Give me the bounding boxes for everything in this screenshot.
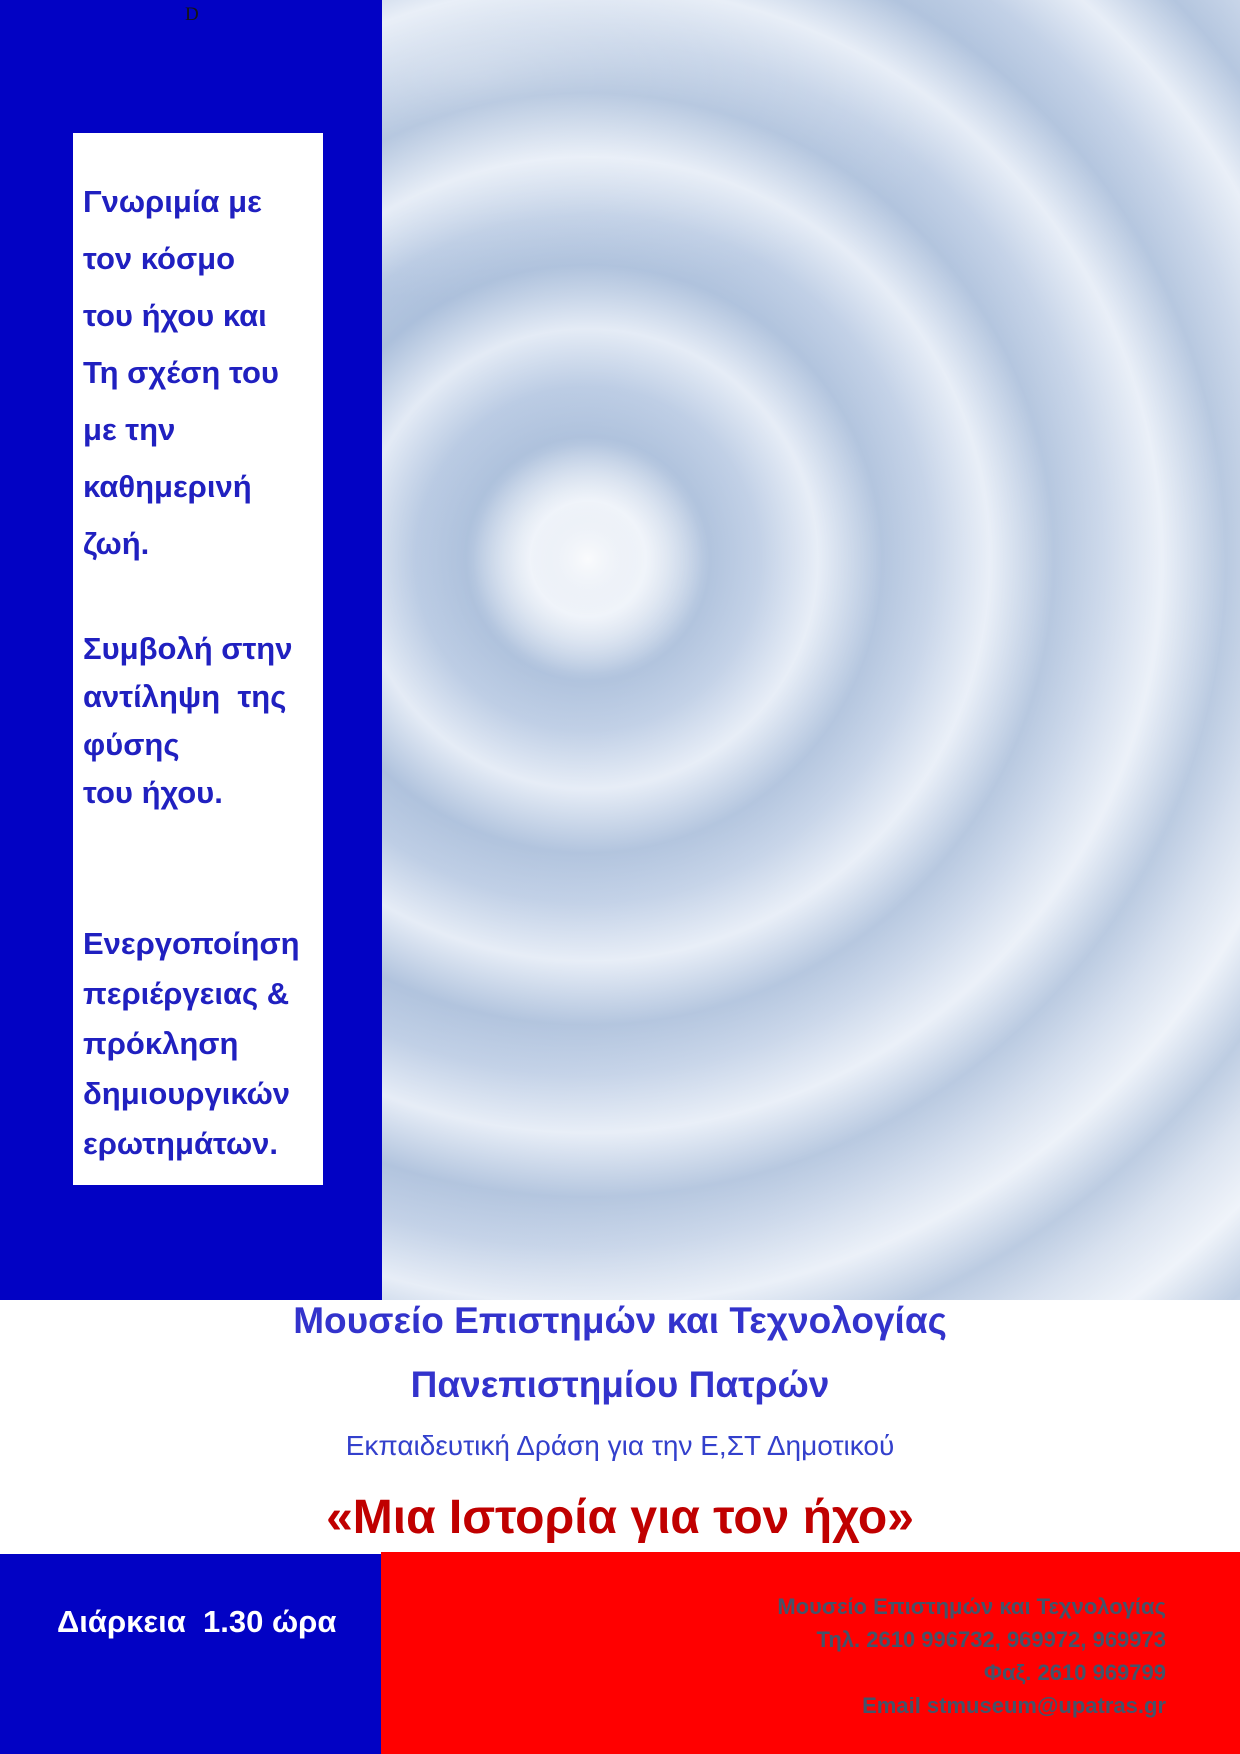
paragraph-sound-world [83,173,317,572]
text-line: πρόκληση [83,1026,239,1061]
text-line: δημιουργικών [83,1076,291,1111]
text-line: φύσης [83,727,180,762]
left-blue-sidebar [0,0,382,1300]
top-letter: D [185,4,199,25]
text-line: ερωτημάτων. [83,1126,279,1161]
text-line: καθημερινή [83,469,252,504]
contact-phone: Τηλ. 2610 996732, 969972, 969973 [816,1627,1166,1652]
paragraph-curiosity [83,919,317,1169]
text-line: αντίληψη της [83,679,287,714]
text-line: του ήχου και [83,298,267,333]
text-line: του ήχου. [83,775,223,810]
sidebar-text-box [73,133,323,1185]
text-line: Γνωριμία με [83,184,262,219]
contact-museum-name: Μουσείο Επιστημών και Τεχνολογίας [777,1594,1166,1619]
duration-label: Διάρκεια 1.30 ώρα [57,1604,337,1639]
museum-title-line1: Μουσείο Επιστημών και Τεχνολογίας [293,1300,947,1341]
educational-action-subtitle: Εκπαιδευτική Δράση για την Ε,ΣΤ Δημοτικού [345,1430,895,1461]
text-line: Συμβολή στην [83,631,293,666]
text-line: τον κόσμο [83,241,236,276]
contact-fax: Φαξ. 2610 969799 [983,1660,1166,1685]
text-line: Ενεργοποίηση [83,926,300,961]
water-ripple-image [382,0,1240,1300]
text-line: με την [83,412,176,447]
footer-blue-block [0,1554,381,1754]
event-title: «Μια Ιστορία για τον ήχο» [326,1491,914,1544]
text-line: ζωή. [83,526,150,561]
contact-email: Email stmuseum@upatras.gr [862,1693,1166,1718]
text-line: Τη σχέση του [83,355,279,390]
museum-title-line2: Πανεπιστημίου Πατρών [410,1364,830,1405]
text-line: περιέργειας & [83,976,290,1011]
footer-red-block [381,1552,1240,1754]
paragraph-perception [83,625,317,817]
